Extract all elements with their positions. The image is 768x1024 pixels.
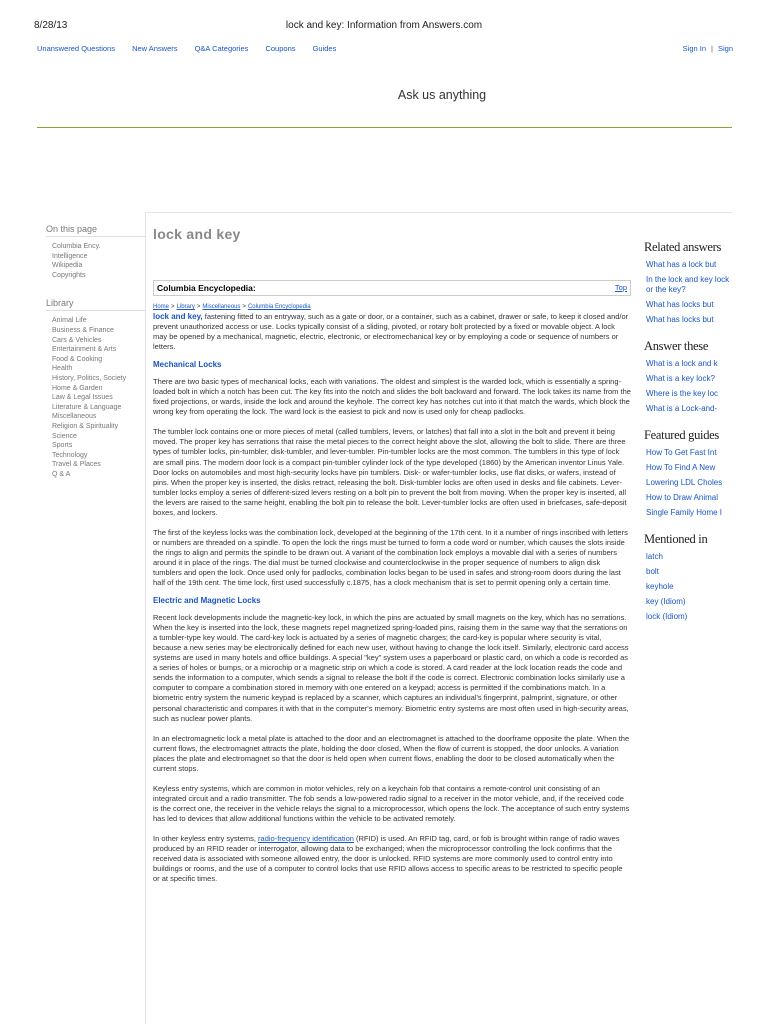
left-nav xyxy=(46,224,146,479)
nav-guides[interactable]: Guides xyxy=(312,44,337,53)
on-this-page-title: On this page xyxy=(46,224,146,237)
mentioned-in-text[interactable]: latch xyxy=(646,552,663,561)
breadcrumb-home[interactable]: Home xyxy=(153,304,170,310)
featured-guides-title: Featured guides xyxy=(644,428,719,443)
library-item[interactable]: Miscellaneous xyxy=(52,413,97,421)
featured-guide-link xyxy=(646,463,732,473)
answer-these-list xyxy=(644,359,768,414)
on-page-item-columbia[interactable]: Columbia Ency. xyxy=(52,243,101,250)
library-item[interactable]: Animal Life xyxy=(52,317,87,325)
breadcrumb-library[interactable]: Library xyxy=(176,304,195,310)
intro-paragraph xyxy=(153,312,631,352)
ask-divider xyxy=(37,127,732,128)
answer-these-text[interactable]: What is a Lock-and- xyxy=(646,404,718,413)
featured-guide-link xyxy=(646,493,732,503)
paragraph: The tumbler lock contains one or more pieces of metal (called tumblers, levers, or latches) that fall into a slot in the bolt and prevent it being moved. The proper key has serrations that raise the metal pieces to the correct height above the slot, allowing the bolt to slide. There are three types of tumbler locks, pin-tumbler, disk-tumbler, and lever-tumbler. Pin-tumbler locks are the most common. The tumblers in this type of lock are small pins. The modern door lock is a compact pin-tumbler cylinder lock of the type developed (1860) by the American inventor Linus Yale. Door locks on automobiles and most high-security locks have pin tumblers. Disk- or wafer-tumbler locks, use flat disks, or wafers, instead of pins. When the proper key is inserted, the disks retract, releasing the bolt. Disk-tumbler locks are often used in desks and file cabinets. Lever-tumbler locks employ a series of different-sized levers resting on a bolt pin to prevent the bolt from moving. When the proper key is inserted, all the levers are raised to the same height, enabling the bolt pin to release the bolt. Lever-tumbler locks are often used in briefcases, safe-deposit boxes, and lockers. xyxy=(153,427,627,517)
intro-text: fastening fitted to an entryway, such as a gate or door, or a container, such as a cabinet, drawer or safe, to keep it closed and/or prevent unauthorized access or use. Locks typically consist of a sliding, pivoted, or rotary bolt protected by a fixed or movable object. A lock may be opened by a mechanical, magnetic, electric, electronic, or electromechanical key or by employing a code or sequence of numbers or letters. xyxy=(153,312,629,352)
library-item[interactable]: Home & Garden xyxy=(52,384,103,392)
top-nav xyxy=(37,44,351,53)
library-item[interactable]: Entertainment & Arts xyxy=(52,346,117,354)
nav-new-answers[interactable]: New Answers xyxy=(132,44,178,53)
related-answers-list xyxy=(644,260,768,326)
library-item[interactable]: Business & Finance xyxy=(52,326,114,334)
mentioned-in-link xyxy=(646,552,732,562)
library-item[interactable]: Cars & Vehicles xyxy=(52,336,102,344)
heading-electric-magnetic-locks: Electric and Magnetic Locks xyxy=(153,596,261,606)
related-answer-link xyxy=(646,300,732,310)
main-article xyxy=(153,226,631,884)
paragraph: Keyless entry systems, which are common in motor vehicles, rely on a keychain fob that contains a remote-control unit consisting of an integrated circuit and a radio transmitter. The fob sends a low-powered radio signal to a receiver in the motor vehicle, and, if the received code is the correct one, the receiver in the vehicle relays the signal to a microprocessor, which opens the lock. The acceptance of such entry systems has led to devices that allow additional functions within the vehicle to be activated remotely. xyxy=(153,783,630,823)
breadcrumb-sep: > xyxy=(196,304,201,310)
featured-guides-list xyxy=(644,448,768,518)
print-date: 8/28/13 xyxy=(34,20,68,31)
paragraph: In an electromagnetic lock a metal plate is attached to the door and an electromagnet is attached to the doorframe opposite the plate. When the current flows, the electromagnet attracts the plate, holding the door closed, When the flow of current is stopped, the door unlocks. A variation places the plate and electromagnet so that the door is held open when current flows, enabling the door to be closed automatically when the current stops. xyxy=(153,733,630,773)
answer-these-text[interactable]: Where is the key loc xyxy=(646,389,719,398)
related-answer-link xyxy=(646,260,732,270)
library-item[interactable]: History, Politics, Society xyxy=(52,374,127,382)
library-item[interactable]: Religion & Spirituality xyxy=(52,422,119,430)
library-item[interactable]: Sports xyxy=(52,442,73,450)
paragraph: There are two basic types of mechanical locks, each with variations. The oldest and simplest is the warded lock, which is essentially a spring-loaded bolt in which a notch has been cut. The key fits into the notch and slides the bolt backward and forward. The lock takes its name from the fixed projections, or wards, inside the lock and around the keyhole. The correct key has notches cut into it that match the wards, which block the wrong key from operating the lock. The ward lock is the easiest to pick and now is used only for cheap padlocks. xyxy=(153,377,631,417)
encyclopedia-section-bar xyxy=(153,280,631,296)
account-links xyxy=(683,44,733,53)
mentioned-in-link xyxy=(646,582,732,592)
mentioned-in-link xyxy=(646,567,732,577)
breadcrumb-sep: > xyxy=(171,304,175,310)
ask-prompt[interactable]: Ask us anything xyxy=(397,88,487,102)
featured-guide-text[interactable]: How to Draw Animal xyxy=(646,493,719,502)
featured-guide-link xyxy=(646,478,732,488)
paragraph: The first of the keyless locks was the combination lock, developed at the beginning of the 17th cent. In it a number of rings inscribed with letters or numbers are threaded on a spindle. To open the lock the rings must be turned to form a code word or number, which causes the slots inside the rings to align and permits the spindle to be drawn out. A variant of the combination lock employs a movable dial with a series of numbers around it in place of the rings. The dial must be turned clockwise and counterclockwise in the proper sequence of numbers to align disk tumblers and open the lock. Once used only for padlocks, combination locks began to be used in safes and strong-room doors during the last half of the 19th cent. The time lock, first used successfully c.1875, has a clock mechanism that is set to permit opening only a certain time. xyxy=(153,527,628,588)
on-page-item-intelligence[interactable]: Intelligence xyxy=(52,252,88,260)
paragraph: Recent lock developments include the magnetic-key lock, in which the pins are actuated by small magnets on the key, which has no serrations. When the key is inserted into the lock, these magnets repel magnetized spring-loaded pins, raising them in the same way that the serrations on a tumbler-type key would. The card-key lock is actuated by a series of magnetic charges; the card-key is popular where security is vital, because a new series may be electronically defined for each new user, without having to change the lock itself. Similarly, electronic card access systems are used in many hotels and office buildings. A special "key" system uses a paperboard or plastic card, on which a code is recorded as a series of holes or bumps, or a microchip or a magnetic strip on which a code is stored. A card reader at the lock location reads the code and sends the information to a computer, which sends a signal to release the bolt if the code is correct. Electronic combination locks similarly use a computer to compare a combination stored in memory with one entered on a keypad; access is permitted if the combinations match. In a biometric entry system the numeric keypad is replaced by a scanner, which captures an individual's fingerprint, palmprint, signature, or other personal characteristic and compares it with that in the computer's memory. Biometric entry systems are most often used in high-security areas, such as nuclear power plants. xyxy=(153,613,629,723)
related-answer-text[interactable]: In the lock and key lock or the key? xyxy=(646,274,730,294)
rfid-text-post: (RFID) is used. An RFID tag, card, or fob is brought within range of radio waves produced by an RFID reader or interrogator, allowing data to be exchanged; when the microprocessor controlling the lock confirms that the received data is associated with someone allowed entry, the door is unlocked. RFID systems are more commonly used to control entry into buildings or rooms, and the use of a computer to control locks that use RFID allows access to specific areas to be restricted to specific people or at specific times. xyxy=(153,833,623,884)
answer-these-link xyxy=(646,359,732,369)
mentioned-in-text[interactable]: lock (Idiom) xyxy=(646,612,688,621)
encyclopedia-title: Columbia Encyclopedia: xyxy=(157,283,256,293)
answer-these-text[interactable]: What is a key lock? xyxy=(646,374,715,383)
sign-up-link[interactable]: Sign xyxy=(717,44,733,53)
top-link[interactable]: Top xyxy=(614,283,627,292)
library-item[interactable]: Food & Cooking xyxy=(52,355,103,363)
featured-guide-text[interactable]: How To Find A New xyxy=(646,463,716,472)
rfid-link[interactable]: radio-frequency identification xyxy=(258,833,354,843)
breadcrumb xyxy=(153,304,631,310)
mentioned-in-link xyxy=(646,612,732,622)
library-item[interactable]: Law & Legal Issues xyxy=(52,394,113,402)
heading-mechanical-locks: Mechanical Locks xyxy=(153,360,222,370)
on-this-page-list xyxy=(46,242,146,280)
right-sidebar xyxy=(644,240,768,622)
breadcrumb-columbia[interactable]: Columbia Encyclopedia xyxy=(247,304,311,310)
related-answer-link xyxy=(646,275,732,296)
related-answer-text[interactable]: What has a lock but xyxy=(646,259,717,269)
library-list xyxy=(46,316,146,479)
answer-these-title: Answer these xyxy=(644,339,709,354)
answer-these-text[interactable]: What is a lock and k xyxy=(646,359,718,368)
page-title: lock and key xyxy=(153,226,241,242)
related-answer-link xyxy=(646,315,732,325)
nav-unanswered-questions[interactable]: Unanswered Questions xyxy=(37,44,115,53)
mentioned-in-link xyxy=(646,597,732,607)
nav-coupons[interactable]: Coupons xyxy=(265,44,296,53)
on-page-item-wikipedia[interactable]: Wikipedia xyxy=(52,262,83,270)
mentioned-in-text[interactable]: key (Idiom) xyxy=(646,597,686,606)
featured-guide-link xyxy=(646,508,732,518)
library-item[interactable]: Travel & Places xyxy=(52,461,101,469)
rfid-text-pre: In other keyless entry systems, xyxy=(153,833,259,843)
print-title: lock and key: Information from Answers.com xyxy=(285,20,483,31)
related-answer-text[interactable]: What has locks but xyxy=(646,300,714,309)
breadcrumb-sep: > xyxy=(242,304,246,310)
mentioned-in-text[interactable]: keyhole xyxy=(646,582,674,591)
mentioned-in-text[interactable]: bolt xyxy=(646,567,659,576)
library-item[interactable]: Technology xyxy=(52,451,88,459)
mentioned-in-title: Mentioned in xyxy=(644,532,708,547)
featured-guide-text[interactable]: How To Get Fast Int xyxy=(646,448,717,457)
sign-in-link[interactable]: Sign In xyxy=(682,44,707,53)
mentioned-in-list xyxy=(644,552,768,622)
library-item[interactable]: Q & A xyxy=(52,470,71,478)
related-answers-title: Related answers xyxy=(644,240,722,254)
featured-guide-text[interactable]: Single Family Home I xyxy=(646,508,723,517)
paragraph xyxy=(153,834,631,884)
on-page-item-copyrights[interactable]: Copyrights xyxy=(52,271,86,279)
content-top-divider xyxy=(145,212,732,213)
library-title: Library xyxy=(46,298,146,311)
headword: lock and key, xyxy=(153,312,203,321)
nav-separator: | xyxy=(711,44,713,53)
nav-qa-categories[interactable]: Q&A Categories xyxy=(194,44,249,53)
featured-guide-link xyxy=(646,448,732,458)
breadcrumb-miscellaneous[interactable]: Miscellaneous xyxy=(202,304,241,310)
library-item[interactable]: Science xyxy=(52,432,77,440)
featured-guide-text[interactable]: Lowering LDL Choles xyxy=(646,478,723,487)
answer-these-link xyxy=(646,404,732,414)
answer-these-link xyxy=(646,374,732,384)
answer-these-link xyxy=(646,389,732,399)
library-item[interactable]: Literature & Language xyxy=(52,403,122,411)
related-answer-text[interactable]: What has locks but xyxy=(646,315,714,324)
library-item[interactable]: Health xyxy=(52,365,73,373)
